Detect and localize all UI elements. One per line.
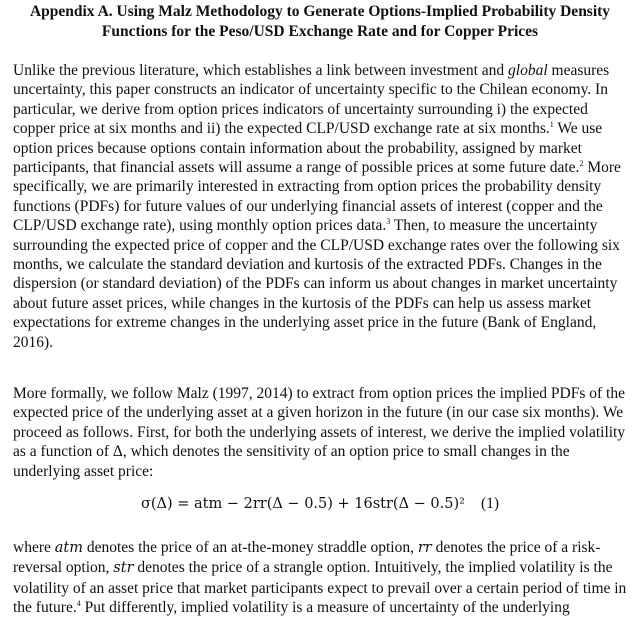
p3-text-e: Put differently, implied volatility is a measure of uncertainty of the underlying	[80, 599, 570, 617]
equation-1	[0, 494, 640, 514]
p3-text-a: where	[13, 539, 55, 556]
equation-formula: σ(Δ) = atm − 2rr(Δ − 0.5) + 16str(Δ − 0.5)²	[140, 496, 465, 512]
math-str: str	[113, 560, 134, 577]
paragraph-1	[13, 61, 631, 352]
math-atm: atm	[54, 540, 83, 556]
title-line-1: Appendix A. Using Malz Methodology to Generate Options-Implied Probability Density	[29, 3, 611, 20]
paragraph-2	[13, 384, 631, 481]
p1-text-c: We use option prices because options contain information about the probability, assigned by market participants, that financial assets will assume a range of possible prices at some future date.	[13, 120, 603, 177]
title-line-2: Functions for the Peso/USD Exchange Rate and for Copper Prices	[101, 23, 539, 40]
p3-text-c: denotes the price of a risk-reversal option,	[13, 539, 601, 577]
math-rr: rr	[417, 540, 432, 556]
p1-text-e: Then, to measure the uncertainty surrounding the expected price of copper and the CLP/USD exchange rates over the following six months, we calculate the standard deviation and kurtosis of the extracted PDFs. Changes in the dispersion (or standard deviation) of the PDFs can inform us about changes in market uncertainty about future asset prices, while changes in the kurtosis of the PDFs can help us assess market expectations for extreme changes in the underlying asset price in the future (Bank of England, 2016).	[13, 217, 620, 351]
footnote-marker-1[interactable]: 1	[549, 120, 554, 130]
equation-number: (1)	[480, 495, 500, 512]
paragraph-3	[13, 538, 631, 618]
footnote-marker-3[interactable]: 3	[386, 217, 391, 227]
p1-italic-global: global	[508, 62, 548, 79]
p1-text-a: Unlike the previous literature, which establishes a link between investment and	[13, 62, 509, 79]
appendix-title	[0, 2, 640, 42]
p2-text: More formally, we follow Malz (1997, 2014) to extract from option prices the implied PDFs of the expected price of the underlying asset at a given horizon in the future (in our case six months). We proceed as follows. First, for both the underlying assets of interest, we derive the implied volatility as a function of Δ, which denotes the sensitivity of an option price to small changes in the underlying asset price:	[13, 385, 626, 480]
p1-text-b: measures uncertainty, this paper constructs an indicator of uncertainty specific to the Chilean economy. In particular, we derive from option prices indicators of uncertainty surrounding i) the expected copper price at six months and ii) the expected CLP/USD exchange rate at six months.	[13, 62, 610, 138]
footnote-marker-2[interactable]: 2	[579, 159, 584, 169]
p3-text-b: denotes the price of an at-the-money straddle option,	[82, 539, 418, 556]
p1-text-d: More specifically, we are primarily interested in extracting from option prices the probability density functions (PDFs) for future values of our underlying financial assets of interest (copper and the CLP/USD exchange rate), using monthly option prices data.	[13, 159, 621, 235]
p3-text-d: denotes the price of a strangle option. Intuitively, the implied volatility is the volatility of an asset price that market participants expect to prevail over a certain period of time in the future.	[13, 559, 627, 617]
footnote-marker-4[interactable]: 4	[76, 599, 81, 609]
